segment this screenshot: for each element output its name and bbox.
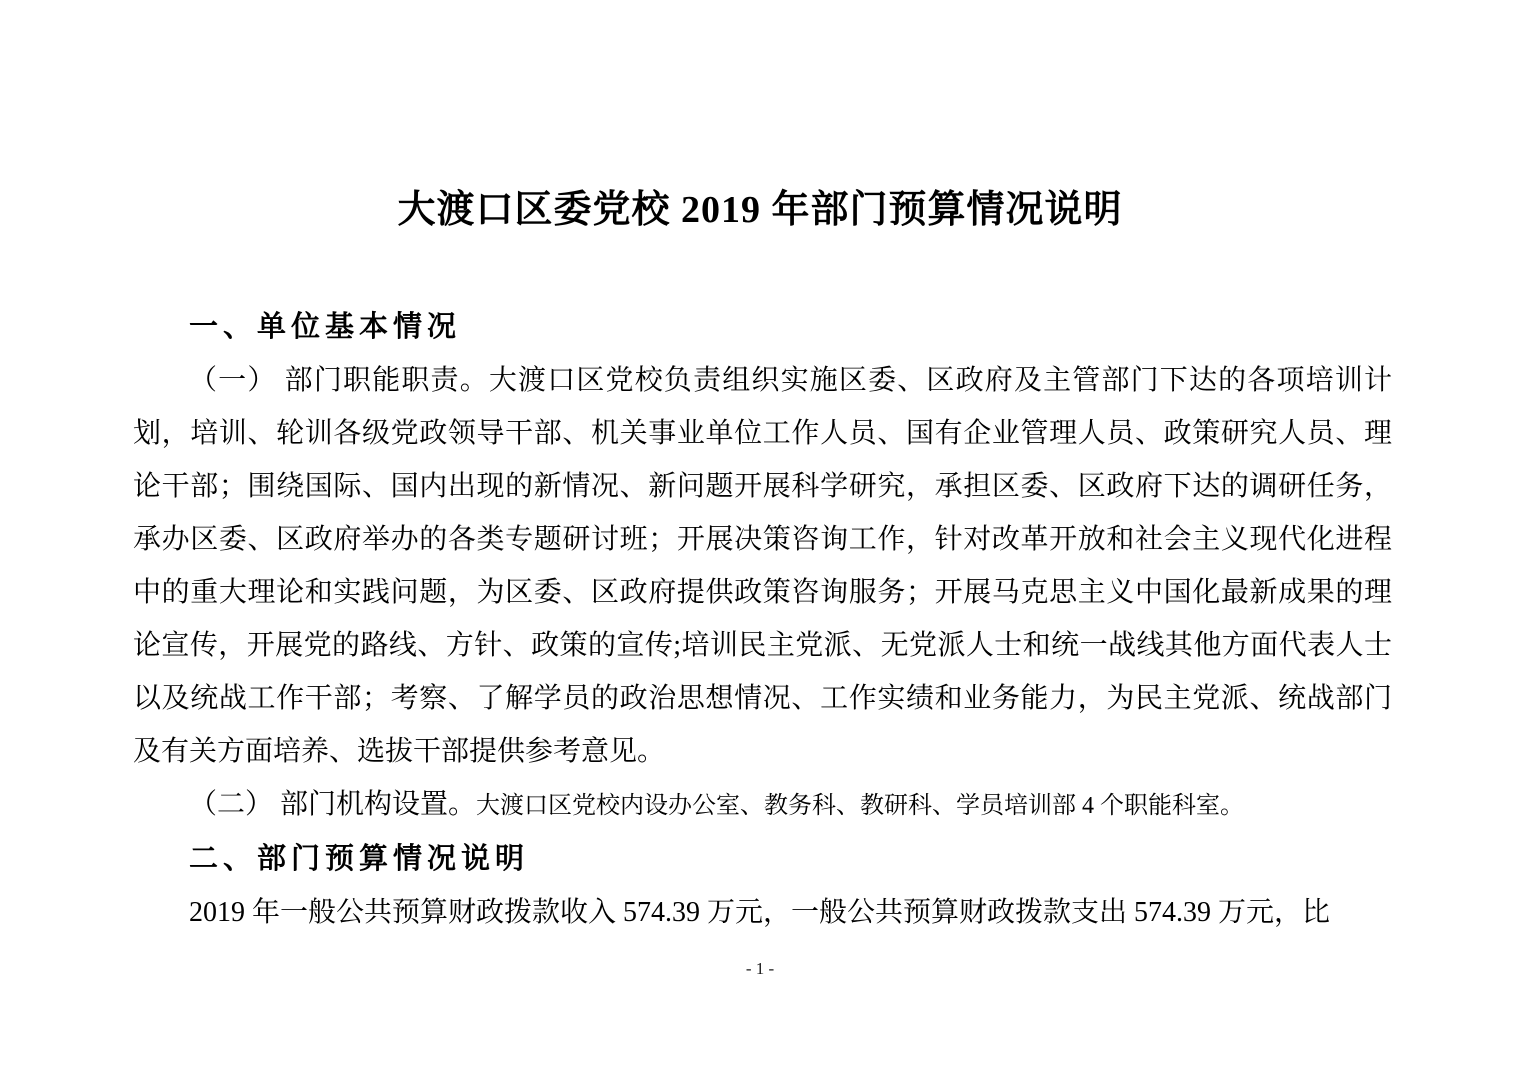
section1-paragraph-duties: （一） 部门职能职责。大渡口区党校负责组织实施区委、区政府及主管部门下达的各项培训计划，培训、轮训各级党政领导干部、机关事业单位工作人员、国有企业管理人员、政策研究人员、理论干部；围绕国际、国内出现的新情况、新问题开展科学研究，承担区委、区政府下达的调研任务，承办区委、区政府举办的各类专题研讨班；开展决策咨询工作，针对改革开放和社会主义现代化进程中的重大理论和实践问题，为区委、区政府提供政策咨询服务；开展马克思主义中国化最新成果的理论宣传，开展党的路线、方针、政策的宣传;培训民主党派、无党派人士和统一战线其他方面代表人士以及统战工作干部；考察、了解学员的政治思想情况、工作实绩和业务能力，为民主党派、统战部门及有关方面培养、选拔干部提供参考意见。	[133, 365, 1392, 767]
paragraph-structure-lead: （二） 部门机构设置。	[189, 789, 477, 820]
section1-heading: 一、单位基本情况	[189, 311, 462, 343]
section1-paragraph-structure	[133, 778, 1392, 833]
page-number: - 1 -	[745, 959, 775, 978]
section2-paragraph-budget: 2019 年一般公共预算财政拨款收入 574.39 万元，一般公共预算财政拨款支出 574.39 万元，比	[189, 897, 1331, 928]
document-title: 大渡口区委党校 2019 年部门预算情况说明	[397, 189, 1123, 231]
paragraph-structure-detail: 大渡口区党校内设办公室、教务科、教研科、学员培训部 4 个职能科室。	[476, 793, 1245, 819]
section2-heading: 二、部门预算情况说明	[189, 843, 530, 875]
document-body	[133, 301, 1392, 939]
